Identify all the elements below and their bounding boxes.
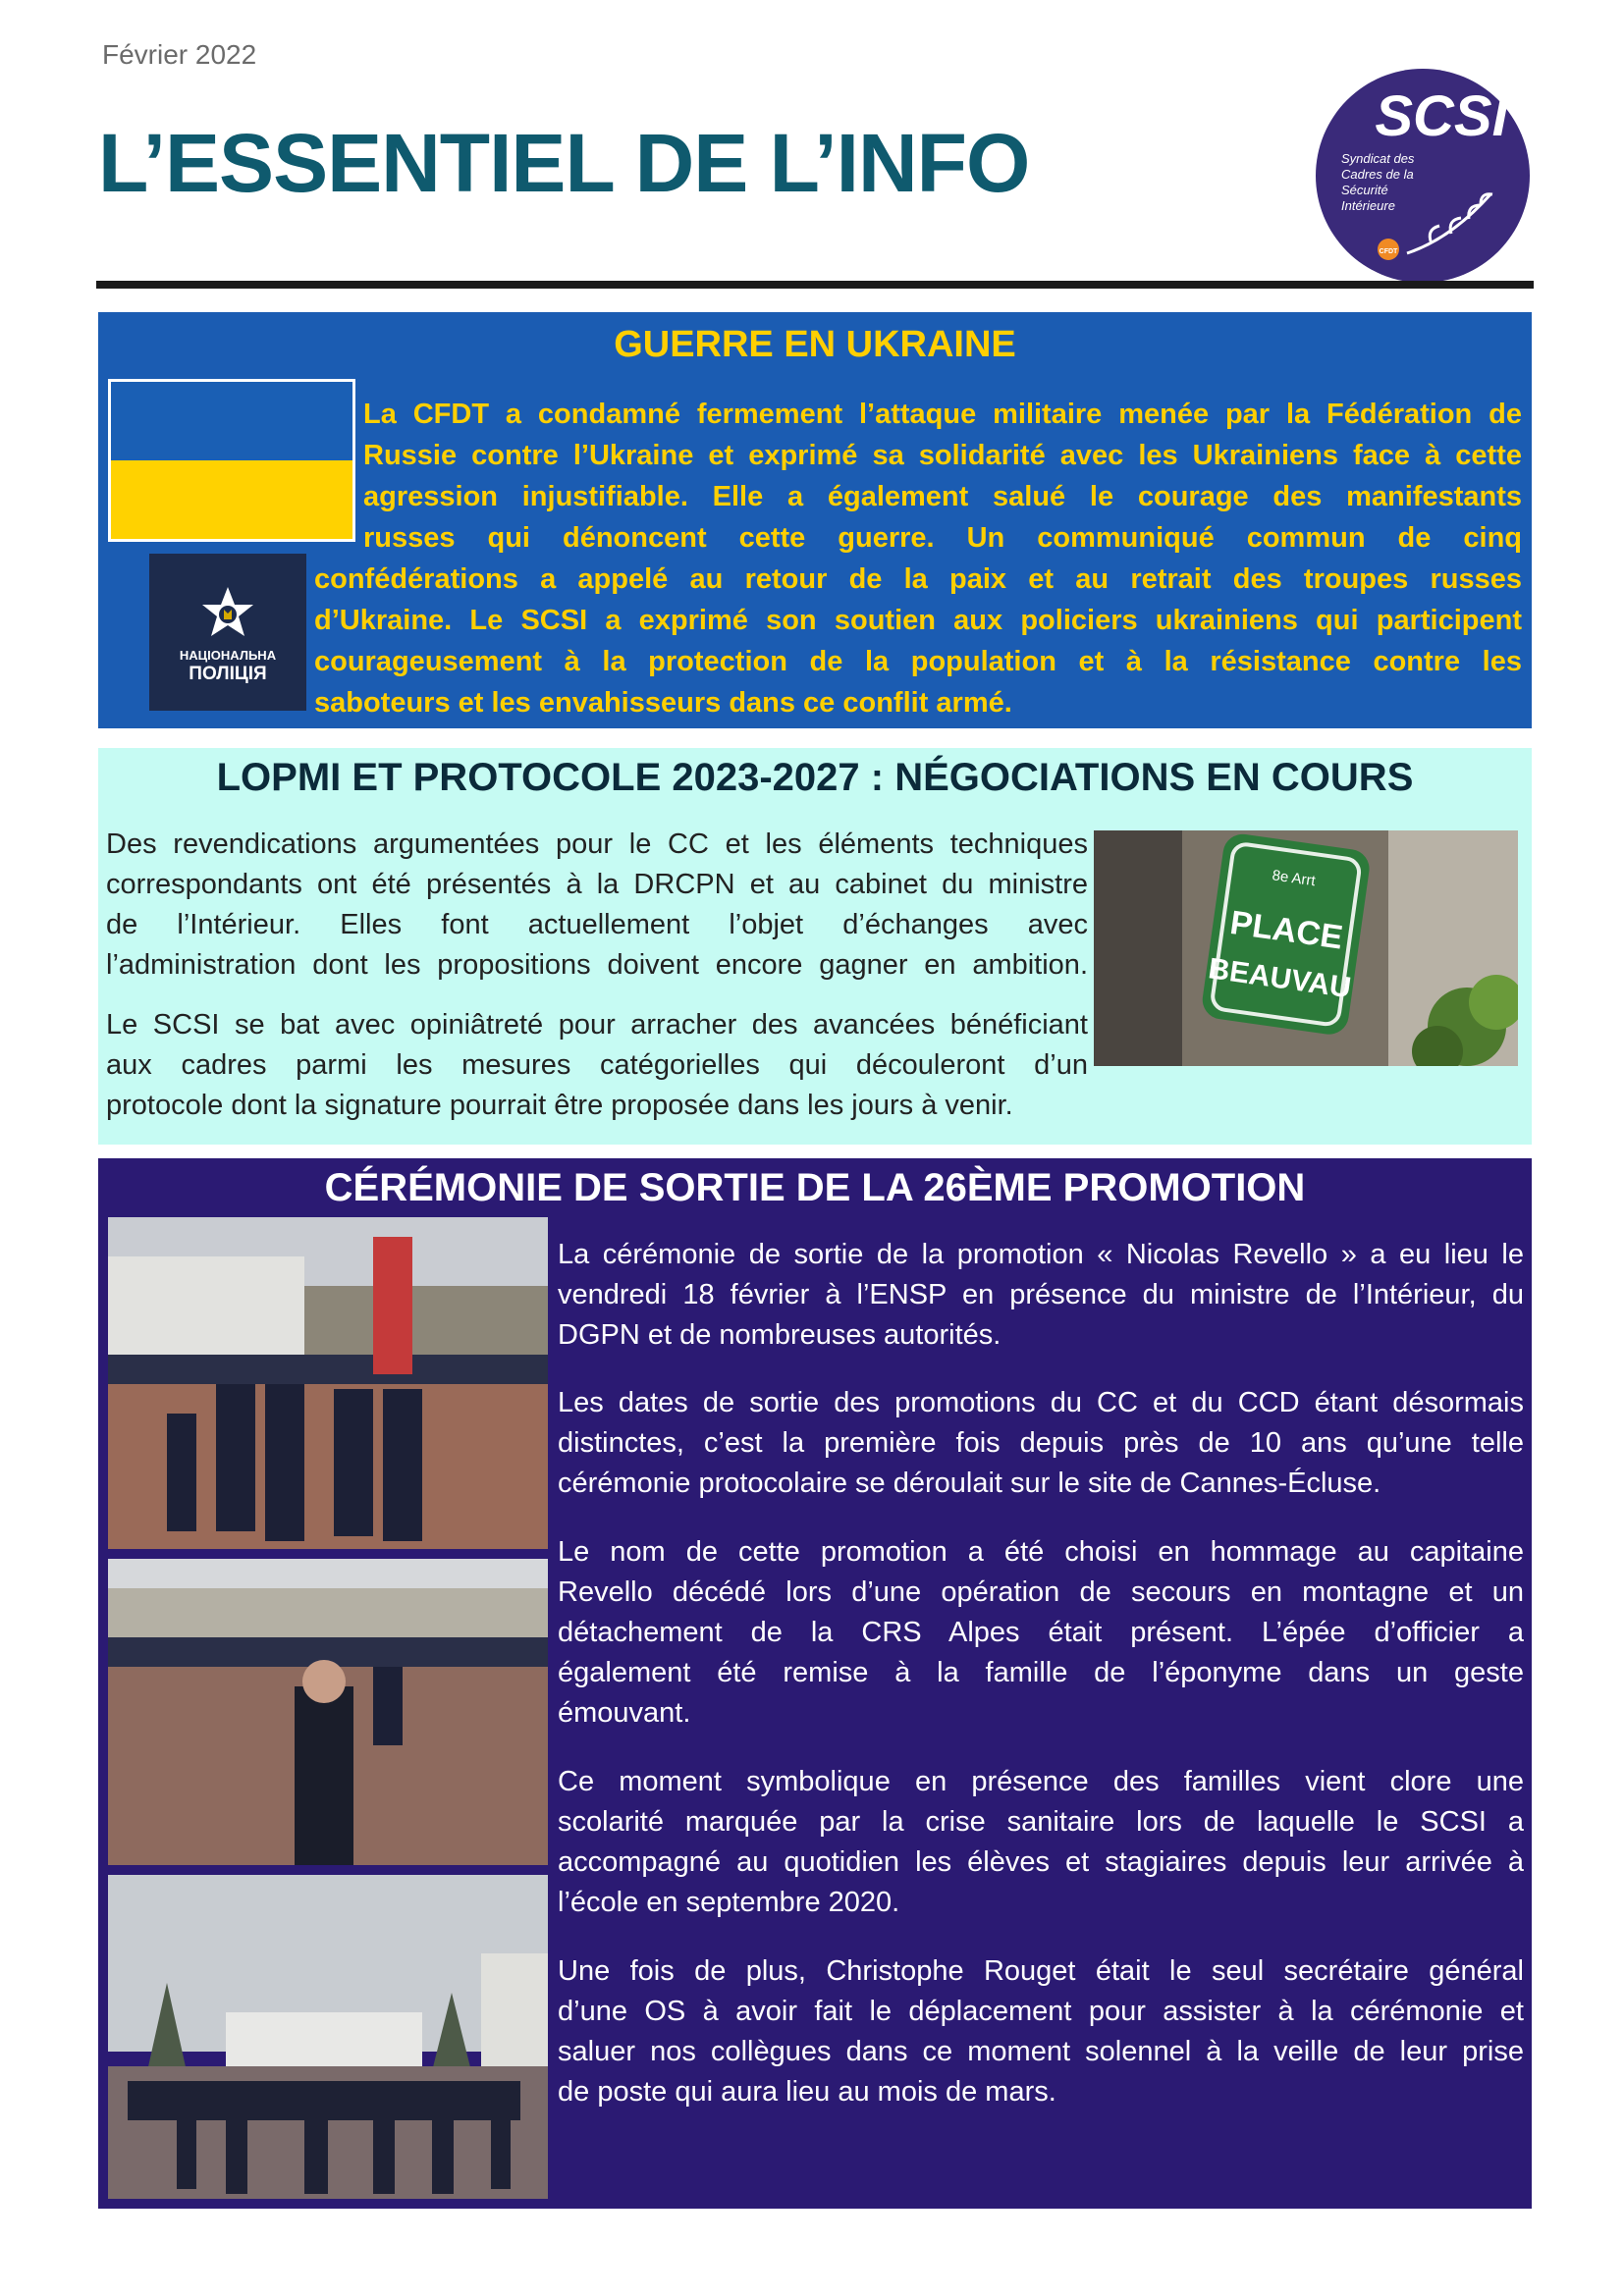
logo-acronym: SCSI xyxy=(1375,84,1508,148)
ukraine-text-line: courageusement à la protection de la population et à la résistance contre les xyxy=(314,646,1522,677)
ceremony-text-line: saluer nos collègues dans ce moment solennel à la veille de leur prise xyxy=(558,2036,1524,2067)
scsi-logo xyxy=(1314,67,1532,285)
ukraine-text-line: russes qui dénoncent cette guerre. Un communiqué commun de cinq xyxy=(363,522,1522,554)
lopmi-text-line: protocole dont la signature pourrait être proposée dans les jours à venir. xyxy=(106,1090,1013,1121)
ceremony-text-line: Une fois de plus, Christophe Rouget était le seul secrétaire général xyxy=(558,1955,1524,1987)
place-beauvau-photo xyxy=(1094,830,1518,1066)
ceremony-photo-crowd xyxy=(108,1875,548,2199)
lopmi-text-line: correspondants ont été présentés à la DRCPN et au cabinet du ministre xyxy=(106,869,1088,900)
svg-text:Sécurité: Sécurité xyxy=(1341,183,1388,197)
ceremony-text-line: détachement de la CRS Alpes était présent. L’épée d’officier a xyxy=(558,1617,1524,1648)
lopmi-text-line: Des revendications argumentées pour le CC et les éléments techniques xyxy=(106,828,1088,860)
ukraine-text-line: saboteurs et les envahisseurs dans ce conflit armé. xyxy=(314,687,1012,719)
lopmi-title: LOPMI ET PROTOCOLE 2023-2027 : NÉGOCIATIONS EN COURS xyxy=(216,756,1414,799)
lopmi-text-line: l’administration dont les propositions doivent encore gagner en ambition. xyxy=(106,949,1088,981)
ukraine-text-line: Russie contre l’Ukraine et exprimé sa solidarité avec les Ukrainiens face à cette xyxy=(363,440,1522,471)
ceremony-photo-minister xyxy=(108,1559,548,1865)
svg-text:ПОЛІЦІЯ: ПОЛІЦІЯ xyxy=(189,664,267,684)
ceremony-text-line: Ce moment symbolique en présence des familles vient clore une xyxy=(558,1766,1524,1797)
ceremony-photo-parade xyxy=(108,1217,548,1549)
ukraine-text-line: agression injustifiable. Elle a également salué le courage des manifestants xyxy=(363,481,1522,512)
ceremony-section xyxy=(98,1158,1532,2209)
ceremony-title: CÉRÉMONIE DE SORTIE DE LA 26ÈME PROMOTION xyxy=(324,1166,1306,1209)
svg-text:CFDT: CFDT xyxy=(1379,248,1398,255)
svg-text:Syndicat des: Syndicat des xyxy=(1341,151,1415,166)
svg-text:PLACE: PLACE xyxy=(1227,903,1345,957)
newsletter-title: L’ESSENTIEL DE L’INFO xyxy=(98,117,1030,209)
ceremony-text-line: DGPN et de nombreuses autorités. xyxy=(558,1319,1001,1351)
ceremony-text-line: vendredi 18 février à l’ENSP en présence du ministre de l’Intérieur, du xyxy=(558,1279,1524,1310)
ukraine-section xyxy=(98,312,1532,728)
svg-text:8e Arrt: 8e Arrt xyxy=(1271,867,1317,890)
header-divider xyxy=(96,281,1534,289)
lopmi-section xyxy=(98,748,1532,1145)
issue-date: Février 2022 xyxy=(102,39,257,70)
svg-text:BEAUVAU: BEAUVAU xyxy=(1206,952,1353,1005)
ceremony-text-line: scolarité marquée par la crise sanitaire lors de laquelle le SCSI a xyxy=(558,1806,1524,1838)
ukraine-body xyxy=(98,312,1532,728)
ceremony-text-line: d’une OS à avoir fait le déplacement pour assister à la cérémonie et xyxy=(558,1996,1524,2027)
ukraine-title: GUERRE EN UKRAINE xyxy=(614,324,1016,365)
lopmi-text-line: de l’Intérieur. Elles font actuellement l’objet d’échanges avec xyxy=(106,909,1088,940)
ceremony-text-line: distinctes, c’est la première fois depuis près de 10 ans qu’une telle xyxy=(558,1427,1524,1459)
svg-text:НАЦІОНАЛЬНА: НАЦІОНАЛЬНА xyxy=(179,648,277,663)
ceremony-text-line: Revello décédé lors d’une opération de secours en montagne et un xyxy=(558,1576,1524,1608)
ceremony-text-line: Les dates de sortie des promotions du CC et du CCD étant désormais xyxy=(558,1387,1524,1418)
ceremony-text-line: accompagné au quotidien les élèves et stagiaires depuis leur arrivée à xyxy=(558,1846,1524,1878)
ukraine-text-line: La CFDT a condamné fermement l’attaque militaire menée par la Fédération de xyxy=(363,399,1522,430)
ceremony-text-line: Le nom de cette promotion a été choisi en hommage au capitaine xyxy=(558,1536,1524,1568)
ceremony-text-line: l’école en septembre 2020. xyxy=(558,1887,900,1918)
lopmi-text-line: Le SCSI se bat avec opiniâtreté pour arracher des avancées bénéficiant xyxy=(106,1009,1088,1041)
ukraine-text-line: d’Ukraine. Le SCSI a exprimé son soutien aux policiers ukrainiens qui participent xyxy=(314,605,1522,636)
ukraine-text-line: confédérations a appelé au retour de la paix et au retrait des troupes russes xyxy=(314,563,1522,595)
ceremony-text-line: La cérémonie de sortie de la promotion « Nicolas Revello » a eu lieu le xyxy=(558,1239,1524,1270)
ceremony-text-line: de poste qui aura lieu au mois de mars. xyxy=(558,2076,1056,2108)
lopmi-text-line: aux cadres parmi les mesures catégorielles qui découleront d’un xyxy=(106,1049,1088,1081)
ceremony-text-line: cérémonie protocolaire se déroulait sur le site de Cannes-Écluse. xyxy=(558,1468,1381,1499)
ceremony-text-line: émouvant. xyxy=(558,1697,691,1729)
ceremony-text-line: également été remise à la famille de l’éponyme dans un geste xyxy=(558,1657,1524,1688)
svg-text:Intérieure: Intérieure xyxy=(1341,198,1395,213)
svg-text:Cadres de la: Cadres de la xyxy=(1341,167,1414,182)
